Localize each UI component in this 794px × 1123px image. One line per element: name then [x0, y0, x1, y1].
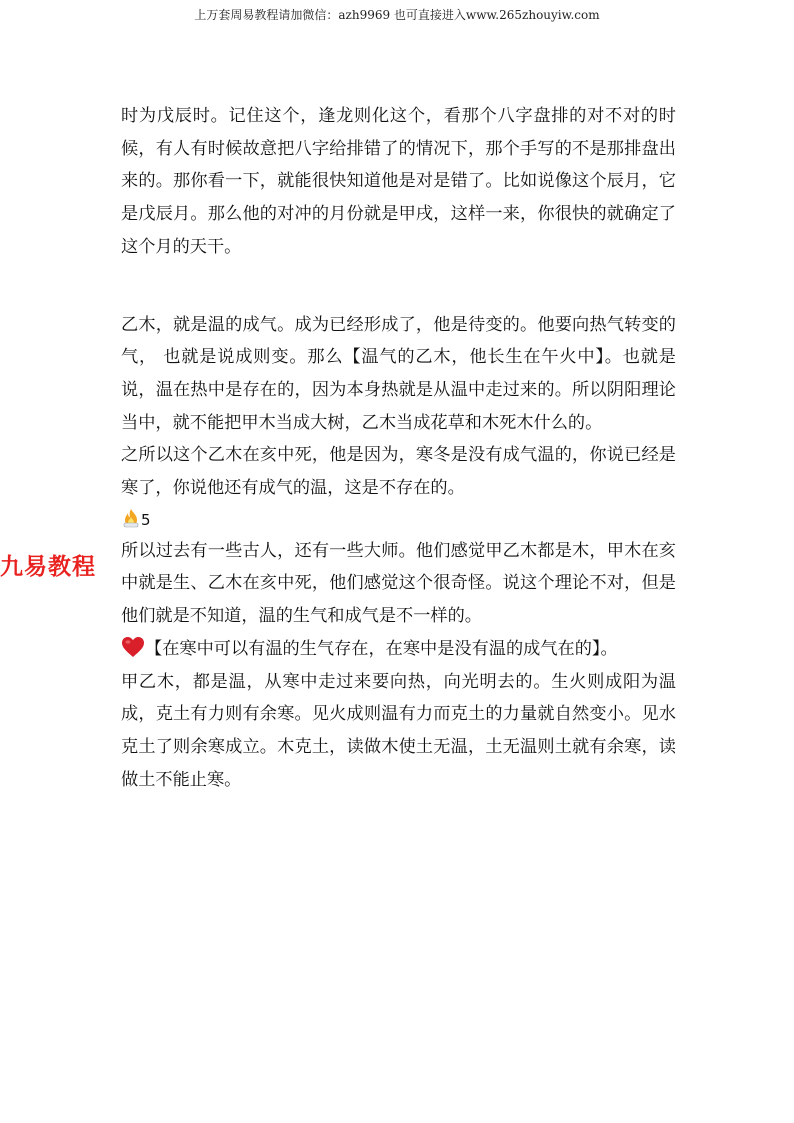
paragraph-2: 乙木，就是温的成气。成为已经形成了，他是待变的。他要向热气转变的气， 也就是说成则变。那么【温气的乙木，他长生在午火中】。也就是说，温在热中是存在的，因为本身热就是从温中走过来的。所以阴阳理论当中，就不能把甲木当成大树，乙木当成花草和木死木什么的。: [121, 314, 676, 433]
emoji-number: 5: [141, 510, 151, 529]
paragraph-6: 甲乙木，都是温，从寒中走过来要向热，向光明去的。生火则成阳为温成，克土有力则有余寒。见火成则温有力而克土的力量就自然变小。见水克土了则余寒成立。木克土，读做木使土无温，土无温则土就有余寒，读做土不能止寒。: [121, 671, 676, 790]
fire-icon: [121, 508, 141, 532]
emoji-line: [121, 505, 676, 535]
heart-icon: [121, 636, 145, 662]
paragraph-1: 时为戊辰时。记住这个，逢龙则化这个，看那个八字盘排的对不对的时候，有人有时候故意把八字给排错了的情况下，那个手写的不是那排盘出来的。那你看一下，就能很快知道他是对是错了。比如说像这个辰月，它是戊辰月。那么他的对冲的月份就是甲戌，这样一来，你很快的就确定了这个月的天干。: [121, 106, 676, 257]
paragraph-5-highlight: 【在寒中可以有温的生气存在，在寒中是没有温的成气在的】。: [145, 638, 618, 659]
heart-line: [121, 633, 676, 666]
page-header: 上万套周易教程请加微信：azh9969 也可直接进入www.265zhouyiw.com: [194, 8, 600, 22]
paragraph-spacer: [121, 264, 676, 309]
paragraph-3: 之所以这个乙木在亥中死，他是因为，寒冬是没有成气温的，你说已经是寒了，你说他还有成气的温，这是不存在的。: [121, 445, 676, 499]
paragraph-4: 所以过去有一些古人，还有一些大师。他们感觉甲乙木都是木，甲木在亥中就是生、乙木在亥中死，他们感觉这个很奇怪。说这个理论不对，但是他们就是不知道，温的生气和成气是不一样的。: [121, 540, 676, 627]
document-body: [121, 100, 676, 796]
watermark-logo: 九易教程: [0, 554, 96, 580]
